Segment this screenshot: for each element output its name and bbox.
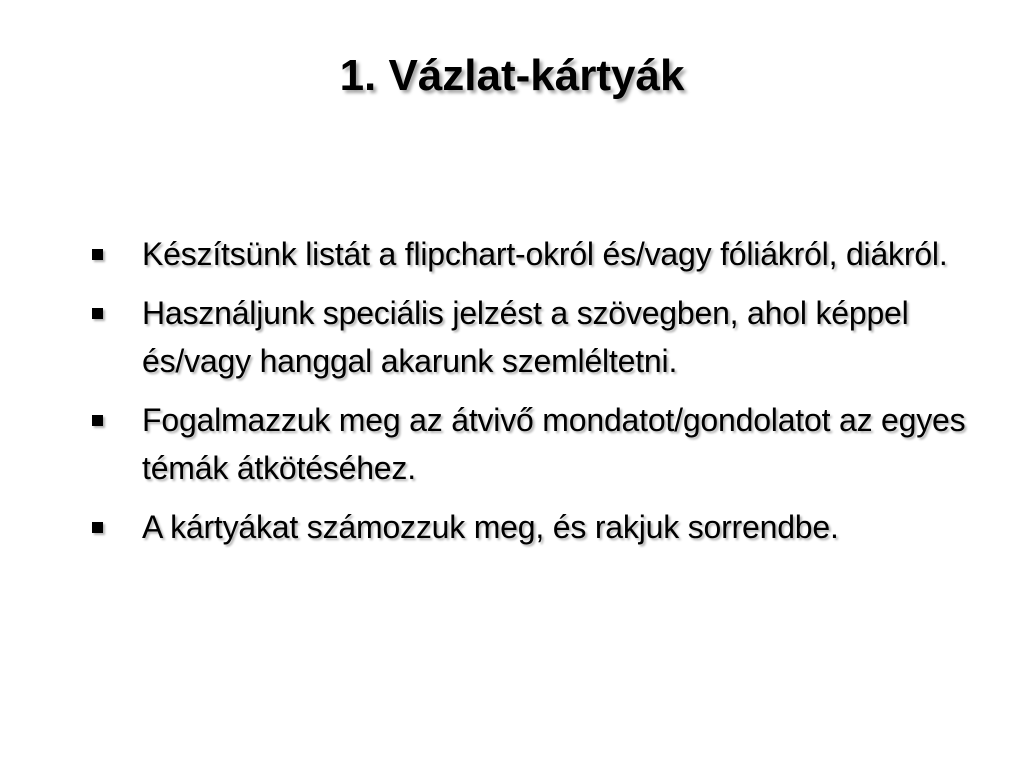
bullet-text: A kártyákat számozzuk meg, és rakjuk sorrendbe. (142, 509, 839, 545)
bullet-text: Készítsünk listát a flipchart-okról és/vagy fóliákról, diákról. (142, 236, 948, 272)
bullet-item (88, 396, 1008, 492)
bullet-list (88, 230, 1008, 562)
square-bullet-icon (92, 522, 103, 533)
square-bullet-icon (92, 308, 103, 319)
bullet-item (88, 289, 1008, 385)
bullet-text: Használjunk speciális jelzést a szövegben, ahol képpel és/vagy hanggal akarunk szemléltetni. (142, 295, 909, 379)
square-bullet-icon (92, 415, 103, 426)
square-bullet-icon (92, 249, 103, 260)
bullet-item (88, 503, 1008, 551)
bullet-text: Fogalmazzuk meg az átvivő mondatot/gondolatot az egyes témák átkötéséhez. (142, 402, 966, 486)
slide-title: 1. Vázlat-kártyák (339, 51, 685, 100)
bullet-item (88, 230, 1008, 278)
